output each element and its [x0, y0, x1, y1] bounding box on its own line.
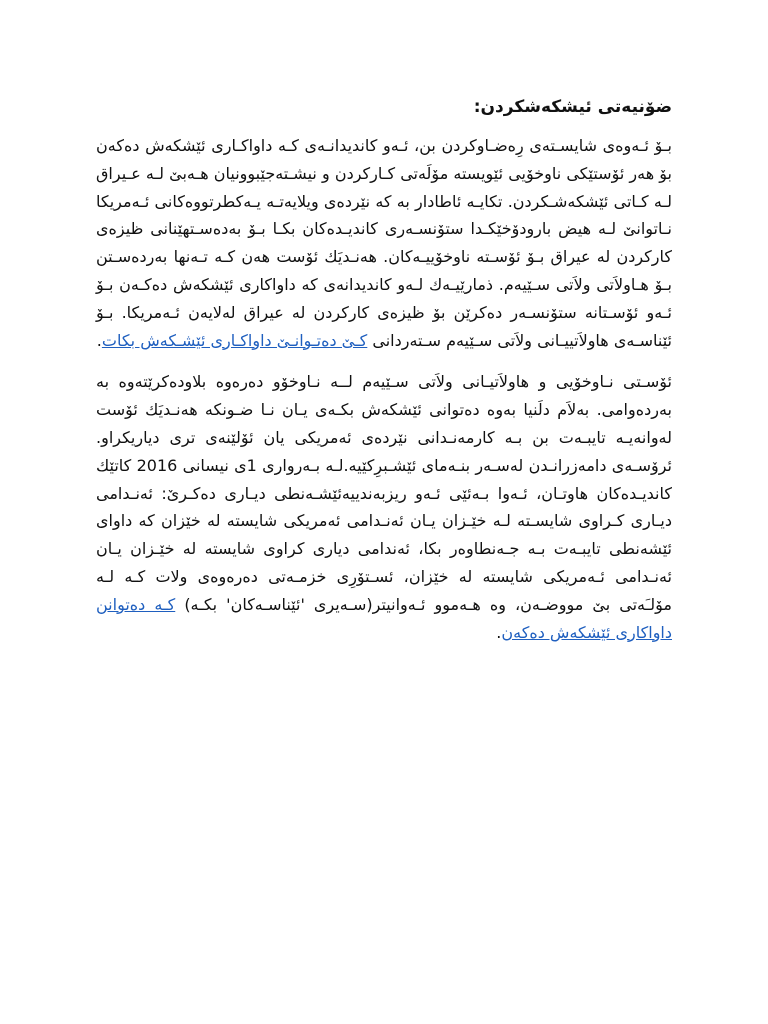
- paragraph-preference-tail: .: [496, 622, 502, 642]
- paragraph-preference: [88, 368, 680, 646]
- paragraph-eligibility: [88, 132, 680, 354]
- paragraph-preference-text: ئۆسـتی نـاوخۆيی و هاولاَتيـانی ولاَتی سـێیەم لــە نـاوخۆو دەرەوە بلاودەكرێتەوە بە بەردەوامی. بەلاَم دلَنيا بەوە دەتوانی ئێشكەش بكـەی يـان نـا ضـونكە هەنـديَك ئۆست لەوانەيـە تايبـەت بن بـە كارمەنـدانی نێردەی ئەمريكی يان ئۆلێنەی تری دياريكراو. ئرۆسـەی دامەزرانـدن لەسـەر بنـەمای ئێشـبرِكێيە.لـە بـەرواری 1ی نيسانی 2016 كاتێك كانديـدەكان هاوتـان، ئـەوا بـەئێی ئـەو ريزبەندييەئێشـەنطی ديـاری دەكـرێ: ئەنـدامی ديـاری كـراوی شايسـتە لـە خێـزان يـان ئەنـدامی ئەمريكی شايستە لە خێزان كە داوای ئێشەنطی تايبـەت بـە جـەنطاوەر بكا، ئەندامی دياری كراوی شايستە لە خێـزان يـان ئەنـدامی ئـەمريكی شايستە لە خێزان، ئسـتۆرِی خزمـەتی دەرەوەی ولات كـە لـە مۆلـَەتی بێ مووضـەن، وە هـەموو ئـەوانيتر(سـەيری 'ئێناسـەكان' بكـە): [96, 372, 673, 614]
- section-heading: ضۆنیەتی ئیشکەشکردن:: [473, 97, 672, 117]
- who-may-apply-link[interactable]: كـە دەتوانن داواكاری ئێشكەش دەكەن: [96, 594, 672, 642]
- paragraph-eligibility-text: بـۆ ئـەوەی شایسـتەی رِەضـاوكردن بن، ئـەو كانديدانـەی كـە داواكـاری ئێشكەش دەكەن بۆ هەر ئۆستێكی ناوخۆیی ئێویستە مۆلَەتی كـاركردن و نیشـتەجێبوونیان هـەبێ لـە عـیراق لـە كـاتی ئێشكەشـكردن. تكايـە ئاطادار بە كە نێردەی ویلايەتـە يـەكطرتووەكانی ئـەمريكا نـاتوانێ لـە هيض بارودۆخێكـدا ستۆنسـەری كانديـدەكان بكـا بـۆ بەدەسـتهێنانی ظيزەی كاركردن لە عيراق بـۆ ئۆسـتە ناوخۆييـەكان. هەنـديَك ئۆست هەن كـە تـەنها بەردەسـتن بـۆ هـاولاَتی ولاَتی سـێیەم. ذمارێيـەك لـەو كانديدانەی كە داواكاری ئێشكەش دەكـەن بـۆ ئـەو ئۆسـتانە ستۆنسـەر دەكرێن بۆ ظيزەی كاركردن لە عيراق لەلايەن ئـەمريكا. بـۆ ئێناسـەی هاولاَتييـانی ولاَتی سـێیەم سـتەردانی: [96, 136, 672, 350]
- paragraph-eligibility-tail: .: [96, 330, 102, 350]
- who-can-apply-link[interactable]: كـێ دەتـوانـێ داواكـاری ئێشـكەش بكات: [101, 330, 368, 350]
